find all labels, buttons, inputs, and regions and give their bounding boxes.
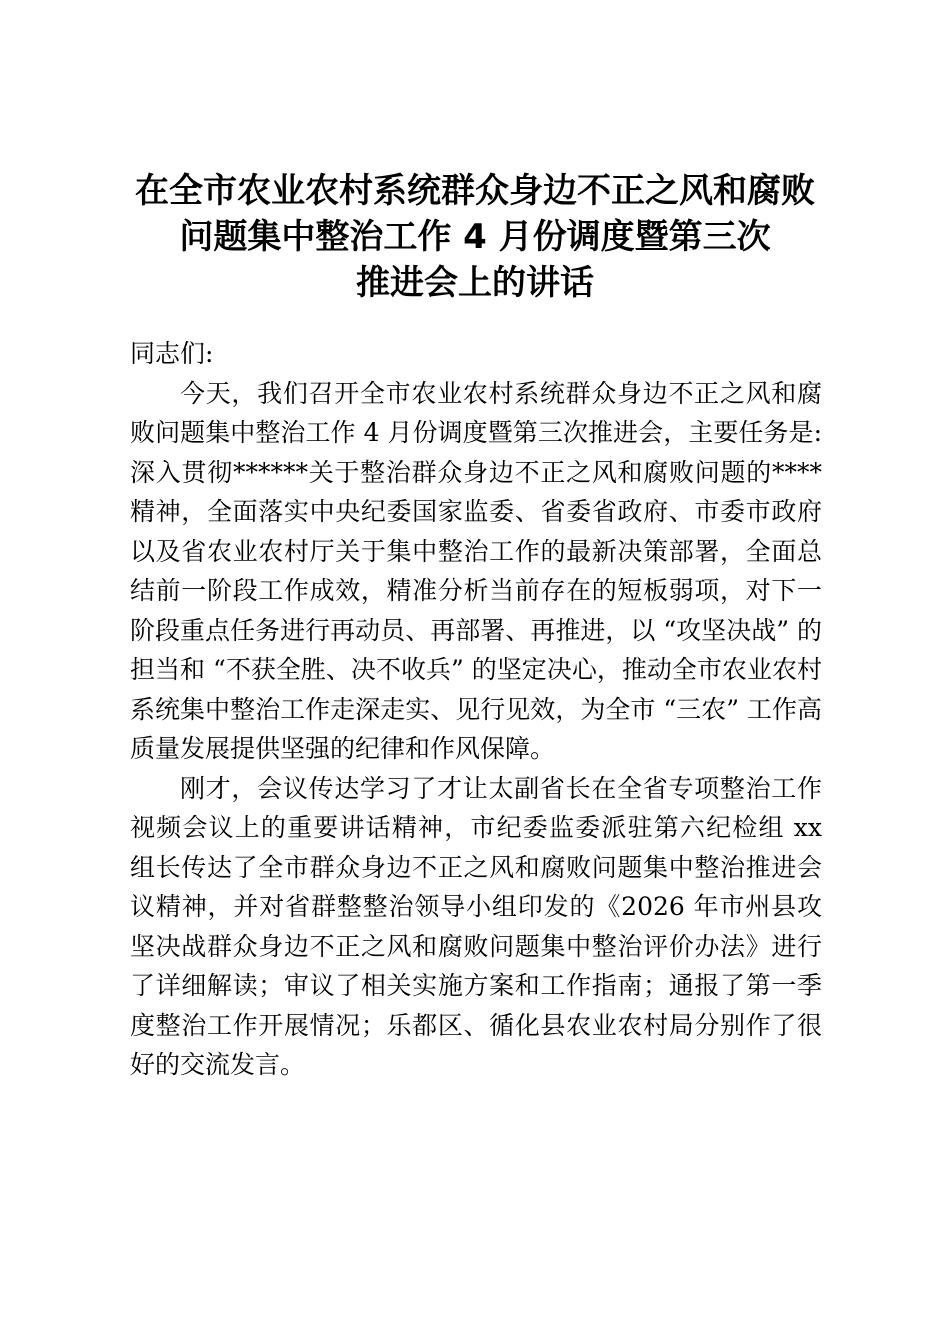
document-body	[130, 334, 822, 1085]
salutation: 同志们:	[130, 339, 214, 368]
title-line-2: 问题集中整治工作 4 月份调度暨第三次	[179, 217, 771, 257]
paragraph-2: 刚才，会议传达学习了才让太副省长在全省专项整治工作视频会议上的重要讲话精神，市纪委监委派驻第六纪检组 xx 组长传达了全市群众身边不正之风和腐败问题集中整治推进会议精神，并对省群整整治领导小组印发的《2026 年市州县攻坚决战群众身边不正之风和腐败问题集中整治评价办法》进行了详细解读；审议了相关实施方案和工作指南；通报了第一季度整治工作开展情况；乐都区、循化县农业农村局分别作了很好的交流发言。	[130, 773, 822, 1079]
paragraph-1: 今天，我们召开全市农业农村系统群众身边不正之风和腐败问题集中整治工作 4 月份调度暨第三次推进会，主要任务是:深入贯彻******关于整治群众身边不正之风和腐败问题的****精神，全面落实中央纪委国家监委、省委省政府、市委市政府以及省农业农村厅关于集中整治工作的最新决策部署，全面总结前一阶段工作成效，精准分析当前存在的短板弱项，对下一阶段重点任务进行再动员、再部署、再推进，以 “攻坚决战” 的担当和 “不获全胜、决不收兵” 的坚定决心，推动全市农业农村系统集中整治工作走深走实、见行见效，为全市 “三农” 工作高质量发展提供坚强的纪律和作风保障。	[130, 378, 822, 763]
title-line-1: 在全市农业农村系统群众身边不正之风和腐败	[135, 171, 815, 211]
title-line-3: 推进会上的讲话	[356, 263, 594, 303]
document-title	[110, 168, 840, 306]
